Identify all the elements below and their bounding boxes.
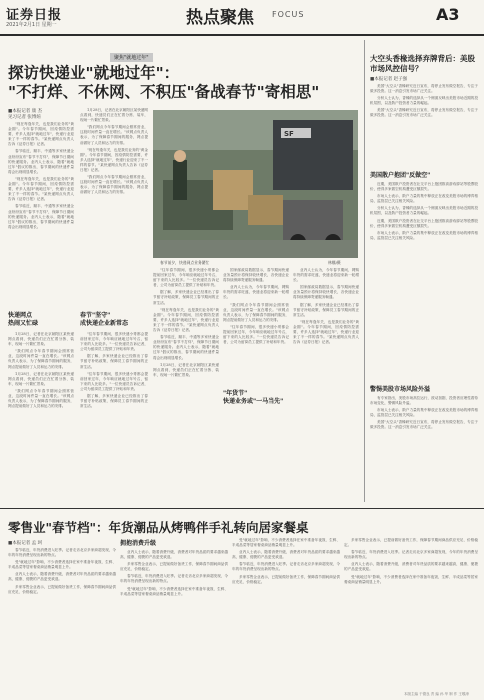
bottom-byline: ■本报记者 孟 珂: [8, 541, 43, 546]
lead-column-2: [80, 108, 148, 300]
right-article-byline: ■本报记者 赵子强: [370, 77, 408, 82]
lead-subhead-3: "年货节" 快递业务或"一马当先": [223, 390, 289, 405]
paragraph: 据了解，多家快递企业已经推出了春节留守补贴政策，保障员工春节期间的正常生活。: [80, 394, 148, 409]
paragraph: "往年春节期间，很多快递小哥都会提前回家过年，今年响应就地过年号召，留下来的人比较多。"一位快递员告诉记者，公司为留岗员工提供了补贴和年货。: [80, 371, 148, 391]
lead-headline: [8, 64, 360, 102]
lead-subhead-2: 春节"坚守" 成快递企业新常态: [80, 312, 129, 327]
lead-column-5: [293, 268, 359, 502]
right-article-body-1: [370, 84, 478, 170]
paragraph: "现在每逢年关，也是我们业务的"黄金期"。今年春节期间，因疫情防控需要，许多人选择"就地过年"，快递行业迎来了不一样的春节。"某快递网点负责人告诉《证券日报》记者。: [153, 307, 219, 333]
paragraph: 受"就地过年"影响，不少消费者选择在家中准备年夜饭，生鲜、半成品菜等居家餐桌商品销量明显上升。: [120, 586, 228, 596]
paragraph: 春节临近，年货消费进入旺季。记者走访北京多家商超发现，今年的年货消费呈现出新的特点。: [232, 562, 340, 572]
page-number: A3: [436, 5, 460, 24]
lead-photo: [153, 110, 358, 258]
paragraph: 分析人士认为，香橼的选择从一个侧面反映出美股市场近期的投机氛围，以及散户投资者力量的崛起。: [370, 96, 478, 106]
section-divider: [0, 508, 484, 509]
paragraph: 业内人士表示，随着消费升级，消费者对年货品质的要求越来越高，健康、便捷的产品更受欢迎。: [232, 550, 340, 560]
paragraph: 国家邮政局数据显示，春节期间快递业务量预计将保持较快增长，各快递企业将持续保障寄递服务畅通。: [293, 285, 359, 300]
paragraph: 春节临近，顺丰、中通等多家快递企业纷纷宣布"春节不打烊"，保障节日期间的快递服务。业内人士表示，随着"就地过年"倡议的推出，春节期间的快递件量将会出现明显增长。: [153, 335, 219, 360]
paragraph: 业内人士表示，随着消费升级，消费者对年货品质的要求越来越高，健康、便捷的产品更受欢迎。: [8, 572, 116, 582]
lead-column-2b: [80, 332, 148, 502]
paragraph: "现在每逢年关，也是我们业务的"黄金期"。今年春节期间，因疫情防控需要，许多人选择"就地过年"，快递行业迎来了不一样的春节。"某快递网点负责人告诉《证券日报》记者。: [8, 122, 74, 147]
paragraph: "我们网点今年春节期间会照常营业，这段时间件量一直在增长。"该网点负责人表示，为了保障春节期间的服务，网点提前做好了人员和运力的安排。: [223, 302, 289, 322]
paragraph: 市场人士表示，散户力量的集中释放正在改变美股市场的博弈格局，监管层已关注相关风险。: [370, 230, 478, 240]
paragraph: "往年春节期间，很多快递小哥都会提前回家过年，今年响应就地过年号召，留下来的人比较多。"一位快递员告诉记者，公司为留岗员工提供了补贴和年货。: [80, 332, 148, 352]
right-article-body-3: [370, 396, 478, 502]
paragraph: 业内人士认为，今年春节期间，网购年货的需求旺盛，快递业将迎来新一轮增长。: [223, 285, 289, 300]
paragraph: 国家邮政局数据显示，春节期间快递业务量预计将保持较快增长，各快递企业将持续保障寄递服务畅通。: [223, 268, 289, 283]
paragraph: 春节临近，年货消费进入旺季。记者走访北京多家商超发现，今年的年货消费呈现出新的特点。: [344, 550, 478, 560]
bottom-column-1: [8, 548, 116, 690]
photo-credit: 林娜/摄: [328, 260, 341, 265]
lead-subhead-1: 快递网点 热闹又忙碌: [8, 312, 39, 327]
paragraph: 1月28日，记者在北京朝阳区某快递网点看到，快递员们正在忙着分拣、装车，现场一片繁忙景象。: [8, 332, 74, 347]
paragraph: "现在每逢年关，也是我们业务的"黄金期"。今年春节期间，因疫情防控需要，许多人选择"就地过年"，快递行业迎来了不一样的春节。"某快递网点负责人告诉《证券日报》记者。: [293, 319, 359, 345]
right-article-subhead-2: 警惕美股市场风险外溢: [370, 386, 431, 393]
paragraph: 春节临近，顺丰、中通等多家快递企业纷纷宣布"春节不打烊"，保障节日期间的快递服务。业内人士表示，随着"就地过年"倡议的推出，春节期间的快递件量将会出现明显增长。: [8, 149, 74, 174]
paragraph: 受"就地过年"影响，不少消费者选择在家中准备年夜饭，生鲜、半成品菜等居家餐桌商品销量明显上升。: [8, 560, 116, 570]
paragraph: 春节临近，年货消费进入旺季。记者走访北京多家商超发现，今年的年货消费呈现出新的特点。: [120, 574, 228, 584]
bottom-column-3: [232, 538, 340, 690]
paragraph: 1月28日，记者在北京朝阳区某快递网点看到，快递员们正在忙着分拣、装车，现场一片繁忙景象。: [153, 362, 219, 377]
column-divider: [364, 40, 365, 502]
paragraph: 据了解，多家快递企业已经推出了春节留守补贴政策，保障员工春节期间的正常生活。: [153, 290, 219, 305]
lead-column-1: [8, 122, 74, 308]
paragraph: 受"就地过年"影响，不少消费者选择在家中准备年夜饭，生鲜、半成品菜等居家餐桌商品销量明显上升。: [232, 538, 340, 548]
paragraph: 多家零售企业表示，已提前做好备货工作，保障春节期间商品供应充足、价格稳定。: [8, 584, 116, 594]
bottom-column-2: [120, 550, 228, 690]
paragraph: "我们网点今年春节期间会照常营业，这段时间件量一直在增长。"该网点负责人表示，为了保障春节期间的服务，网点提前做好了人员和运力的安排。: [80, 175, 148, 195]
lead-byline: ■本报记者 康 杰: [8, 109, 43, 114]
paragraph: 多家零售企业表示，已提前做好备货工作，保障春节期间商品供应充足、价格稳定。: [120, 562, 228, 572]
paragraph: 市场人士表示，散户力量的集中释放正在改变美股市场的博弈格局，监管层已关注相关风险。: [370, 408, 478, 418]
paragraph: 美国"大空头"香橼研究近日宣布，将停止发布做空报告，专注于做多投资。这一消息引发市场广泛关注。: [370, 420, 478, 430]
paragraph: 多家零售企业表示，已提前做好备货工作，保障春节期间商品供应充足、价格稳定。: [344, 538, 478, 548]
lead-column-1b: [8, 332, 74, 502]
issue-date: 2021年2月1日 星期一: [6, 22, 57, 28]
lead-headline-line1: 探访快递业"就地过年"：: [8, 64, 180, 82]
paragraph: 据了解，多家快递企业已经推出了春节留守补贴政策，保障员工春节期间的正常生活。: [293, 302, 359, 317]
paragraph: 1月28日，记者在北京朝阳区某快递网点看到，快递员们正在忙着分拣、装车，现场一片繁忙景象。: [8, 371, 74, 386]
paragraph: "现在每逢年关，也是我们业务的"黄金期"。今年春节期间，因疫情防控需要，许多人选择"就地过年"，快递行业迎来了不一样的春节。"某快递网点负责人告诉《证券日报》记者。: [8, 176, 74, 202]
paragraph: "我们网点今年春节期间会照常营业，这段时间件量一直在增长。"该网点负责人表示，为了保障春节期间的服务，网点提前做好了人员和运力的安排。: [80, 125, 148, 145]
paragraph: 有专家指出，美股市场高位运行，波动加剧，投资者应理性看待市场变化，警惕风险外溢。: [370, 396, 478, 406]
svg-text:SF: SF: [284, 130, 294, 138]
section-english-title: FOCUS: [272, 10, 305, 19]
paragraph: 业内人士表示，随着消费升级，消费者对年货品质的要求越来越高，健康、便捷的产品更受欢迎。: [344, 562, 478, 572]
lead-column-3: [153, 268, 219, 502]
paper-name: 证券日报: [6, 8, 63, 23]
lead-headline-line2: "不打烊、不休网、不积压"备战春节"寄相思": [8, 83, 320, 101]
paragraph: 业内人士认为，今年春节期间，网购年货的需求旺盛，快递业将迎来新一轮增长。: [293, 268, 359, 283]
delivery-scene-illustration: [153, 110, 358, 258]
photo-caption: 春节前夕，快递网点业务繁忙: [160, 260, 210, 265]
paragraph: 业内人士表示，随着消费升级，消费者对年货品质的要求越来越高，健康、便捷的产品更受欢迎。: [120, 550, 228, 560]
paragraph: 春节临近，顺丰、中通等多家快递企业纷纷宣布"春节不打烊"，保障节日期间的快递服务。业内人士表示，随着"就地过年"倡议的推出，春节期间的快递件量将会出现明显增长。: [8, 204, 74, 229]
paragraph: 美国"大空头"香橼研究近日宣布，将停止发布做空报告，专注于做多投资。这一消息引发市场广泛关注。: [370, 84, 478, 94]
lead-byline-2: 见习记者 张博煊: [8, 115, 41, 120]
lead-column-4: [223, 268, 289, 502]
paragraph: "我们网点今年春节期间会照常营业，这段时间件量一直在增长。"该网点负责人表示，为了保障春节期间的服务，网点提前做好了人员和运力的安排。: [8, 388, 74, 409]
paragraph: 近期，美国散户投资者在社交平台上抱团推高游戏驿站等股票股价，使得多家做空机构遭受巨额损失。: [370, 218, 478, 228]
paragraph: 春节临近，年货消费进入旺季。记者走访北京多家商超发现，今年的年货消费呈现出新的特点。: [8, 548, 116, 558]
paragraph: 1月28日，记者在北京朝阳区某快递网点看到，快递员们正在忙着分拣、装车，现场一片繁忙景象。: [80, 108, 148, 123]
masthead: [0, 0, 484, 36]
paragraph: 据了解，多家快递企业已经推出了春节留守补贴政策，保障员工春节期间的正常生活。: [80, 354, 148, 369]
paragraph: "现在每逢年关，也是我们业务的"黄金期"。今年春节期间，因疫情防控需要，许多人选择"就地过年"，快递行业迎来了不一样的春节。"某快递网点负责人告诉《证券日报》记者。: [80, 147, 148, 173]
paragraph: 受"就地过年"影响，不少消费者选择在家中准备年夜饭，生鲜、半成品菜等居家餐桌商品销量明显上升。: [344, 574, 478, 584]
paragraph: 美国"大空头"香橼研究近日宣布，将停止发布做空报告，专注于做多投资。这一消息引发市场广泛关注。: [370, 108, 478, 118]
paragraph: 多家零售企业表示，已提前做好备货工作，保障春节期间商品供应充足、价格稳定。: [232, 574, 340, 584]
paragraph: 近期，美国散户投资者在社交平台上抱团推高游戏驿站等股票股价，使得多家做空机构遭受巨额损失。: [370, 182, 478, 192]
right-article-body-2: [370, 182, 478, 382]
paragraph: 市场人士表示，散户力量的集中释放正在改变美股市场的博弈格局，监管层已关注相关风险。: [370, 194, 478, 204]
section-title: 热点聚焦: [186, 8, 254, 28]
bottom-column-4: [344, 538, 478, 688]
bottom-subhead-1: 拥抱消费升级: [120, 540, 157, 547]
bottom-headline: 零售业"春节档"：年货潮品从烤鸭伴手礼转向居家餐桌: [8, 520, 309, 535]
paragraph: "往年春节期间，很多快递小哥都会提前回家过年，今年响应就地过年号召，留下来的人比较多。"一位快递员告诉记者，公司为留岗员工提供了补贴和年货。: [223, 324, 289, 345]
paragraph: 分析人士认为，香橼的选择从一个侧面反映出美股市场近期的投机氛围，以及散户投资者力量的崛起。: [370, 206, 478, 216]
paragraph: "我们网点今年春节期间会照常营业，这段时间件量一直在增长。"该网点负责人表示，为了保障春节期间的服务，网点提前做好了人员和运力的安排。: [8, 349, 74, 369]
right-article-subhead-1: 美国散户抱团"反做空": [370, 172, 431, 179]
page-footer: 本版主编 于德良 责 编 孙 华 制 作 王敬涛: [404, 692, 469, 696]
paragraph: "往年春节期间，很多快递小哥都会提前回家过年，今年响应就地过年号召，留下来的人比较多。"一位快递员告诉记者，公司为留岗员工提供了补贴和年货。: [153, 268, 219, 288]
right-article-title: 大空头香椽选择弃牌背后：美股市场风控信号？: [370, 54, 475, 73]
topic-tag: 聚焦"就地过年": [110, 53, 153, 62]
